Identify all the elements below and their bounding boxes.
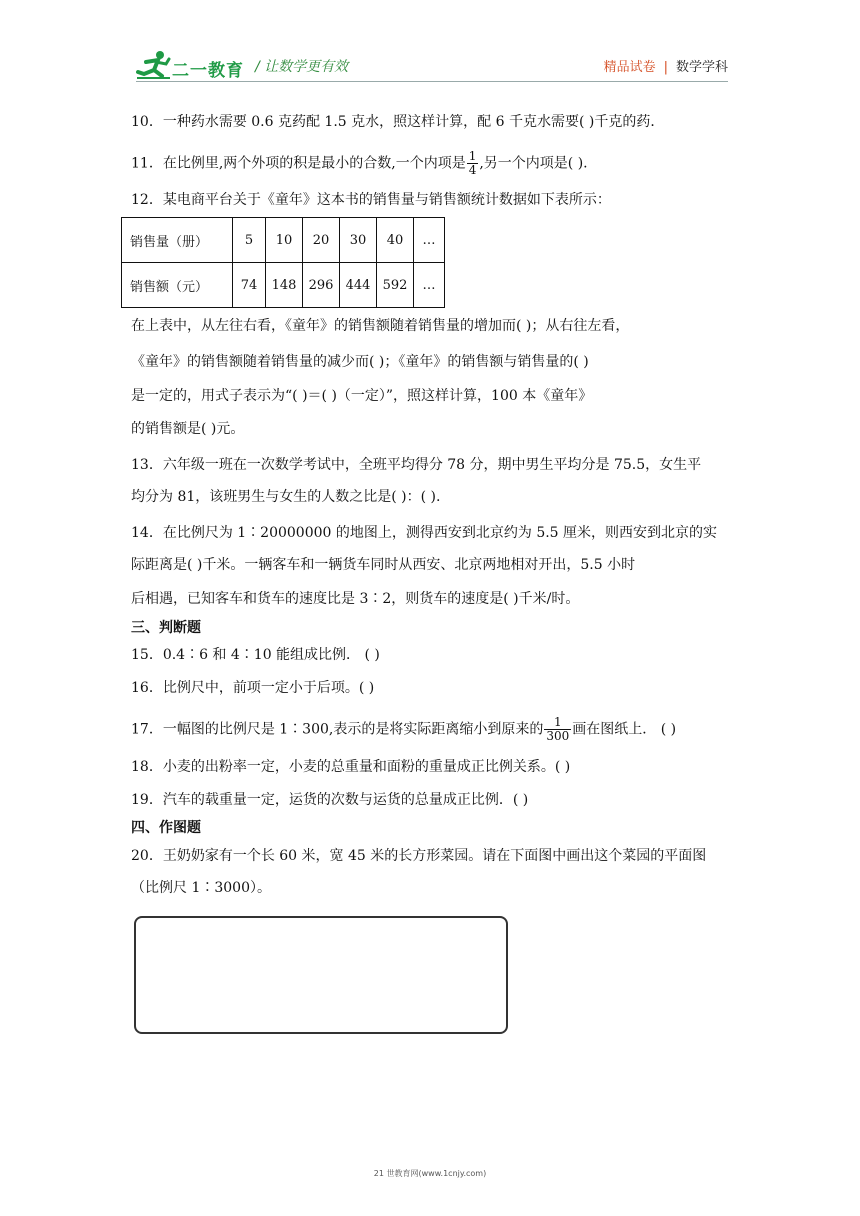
table-cell: 296 bbox=[303, 263, 340, 308]
question-18: 18．小麦的出粉率一定，小麦的总重量和面粉的重量成正比例关系。( ) bbox=[131, 759, 571, 775]
question-11-text-b: ,另一个内项是( ). bbox=[479, 155, 588, 172]
fraction-numerator: 1 bbox=[544, 716, 571, 730]
table-cell: 销售量（册） bbox=[122, 218, 233, 263]
table-cell: 销售额（元） bbox=[122, 263, 233, 308]
question-10: 10．一种药水需要 0.6 克药配 1.5 克水，照这样计算，配 6 千克水需要( )千克的药． bbox=[131, 114, 665, 130]
table-row bbox=[122, 218, 445, 263]
header-subject bbox=[604, 56, 728, 75]
table-cell: 20 bbox=[303, 218, 340, 263]
fraction-denominator: 300 bbox=[546, 729, 570, 743]
question-11 bbox=[131, 150, 588, 177]
table-cell: 148 bbox=[266, 263, 303, 308]
fraction-numerator: 1 bbox=[468, 149, 477, 163]
section-heading-drawing: 四、作图题 bbox=[131, 820, 201, 836]
question-15: 15．0.4∶6 和 4∶10 能组成比例． ( ) bbox=[131, 647, 380, 663]
question-14-line-1: 14．在比例尺为 1∶20000000 的地图上，测得西安到北京约为 5.5 厘米，则西安到北京的实 bbox=[131, 525, 718, 541]
question-13-line-2: 均分为 81，该班男生与女生的人数之比是( )：( ). bbox=[131, 489, 441, 505]
table-cell: … bbox=[414, 263, 445, 308]
question-20-line-2: （比例尺 1∶3000）。 bbox=[131, 880, 271, 896]
question-20-line-1: 20．王奶奶家有一个长 60 米，宽 45 米的长方形菜园。请在下面图中画出这个菜园的平面图 bbox=[131, 848, 707, 864]
question-16: 16．比例尺中，前项一定小于后项。( ) bbox=[131, 680, 375, 696]
table-cell: 444 bbox=[340, 263, 377, 308]
drawing-area[interactable] bbox=[134, 916, 508, 1034]
sales-table bbox=[121, 217, 445, 308]
question-12-line-4: 的销售额是( )元。 bbox=[131, 421, 245, 437]
slogan: / 让数学更有效 bbox=[255, 59, 349, 75]
question-14-line-3: 后相遇，已知客车和货车的速度比是 3∶2，则货车的速度是( )千米/时。 bbox=[131, 591, 580, 607]
question-17-text-a: 17．一幅图的比例尺是 1∶300,表示的是将实际距离缩小到原来的 bbox=[131, 721, 544, 738]
header-separator: | bbox=[663, 60, 668, 75]
table-cell: 30 bbox=[340, 218, 377, 263]
fraction-one-quarter bbox=[467, 150, 479, 177]
header-divider bbox=[136, 81, 728, 82]
question-11-text-a: 11．在比例里,两个外项的积是最小的合数,一个内项是 bbox=[131, 155, 466, 172]
logo-text: 二一教育 bbox=[172, 61, 244, 81]
table-row bbox=[122, 263, 445, 308]
header-label-premium: 精品试卷 bbox=[603, 60, 656, 75]
question-12-line-1: 在上表中，从左往右看，《童年》的销售额随着销售量的增加而( )；从右往左看， bbox=[131, 318, 630, 334]
table-cell: 10 bbox=[266, 218, 303, 263]
question-13-line-1: 13．六年级一班在一次数学考试中，全班平均得分 78 分，期中男生平均分是 75.5，女生平 bbox=[131, 457, 702, 473]
page-header bbox=[0, 0, 860, 90]
question-14-line-2: 际距离是( )千米。一辆客车和一辆货车同时从西安、北京两地相对开出，5.5 小时 bbox=[131, 557, 636, 573]
page-footer: 21 世教育网(www.1cnjy.com) bbox=[373, 1169, 487, 1178]
question-17-text-b: 画在图纸上． ( ) bbox=[572, 721, 677, 738]
runner-logo-icon bbox=[136, 50, 172, 80]
fraction-one-300th bbox=[544, 716, 571, 743]
table-cell: 592 bbox=[377, 263, 414, 308]
table-cell: 40 bbox=[377, 218, 414, 263]
fraction-denominator: 4 bbox=[468, 163, 477, 177]
question-12-line-3: 是一定的，用式子表示为“( )＝( )（一定）”，照这样计算，100 本《童年》 bbox=[131, 388, 593, 404]
question-19: 19．汽车的载重量一定，运货的次数与运货的总量成正比例．( ) bbox=[131, 792, 529, 808]
table-cell: 5 bbox=[233, 218, 266, 263]
question-17 bbox=[131, 716, 676, 743]
question-12-line-2: 《童年》的销售额随着销售量的减少而( )；《童年》的销售额与销售量的( ) bbox=[131, 354, 589, 370]
header-label-subject: 数学学科 bbox=[675, 60, 728, 75]
table-cell: 74 bbox=[233, 263, 266, 308]
question-12: 12．某电商平台关于《童年》这本书的销售量与销售额统计数据如下表所示： bbox=[131, 192, 611, 208]
section-heading-judgement: 三、判断题 bbox=[131, 620, 201, 636]
table-cell: … bbox=[414, 218, 445, 263]
